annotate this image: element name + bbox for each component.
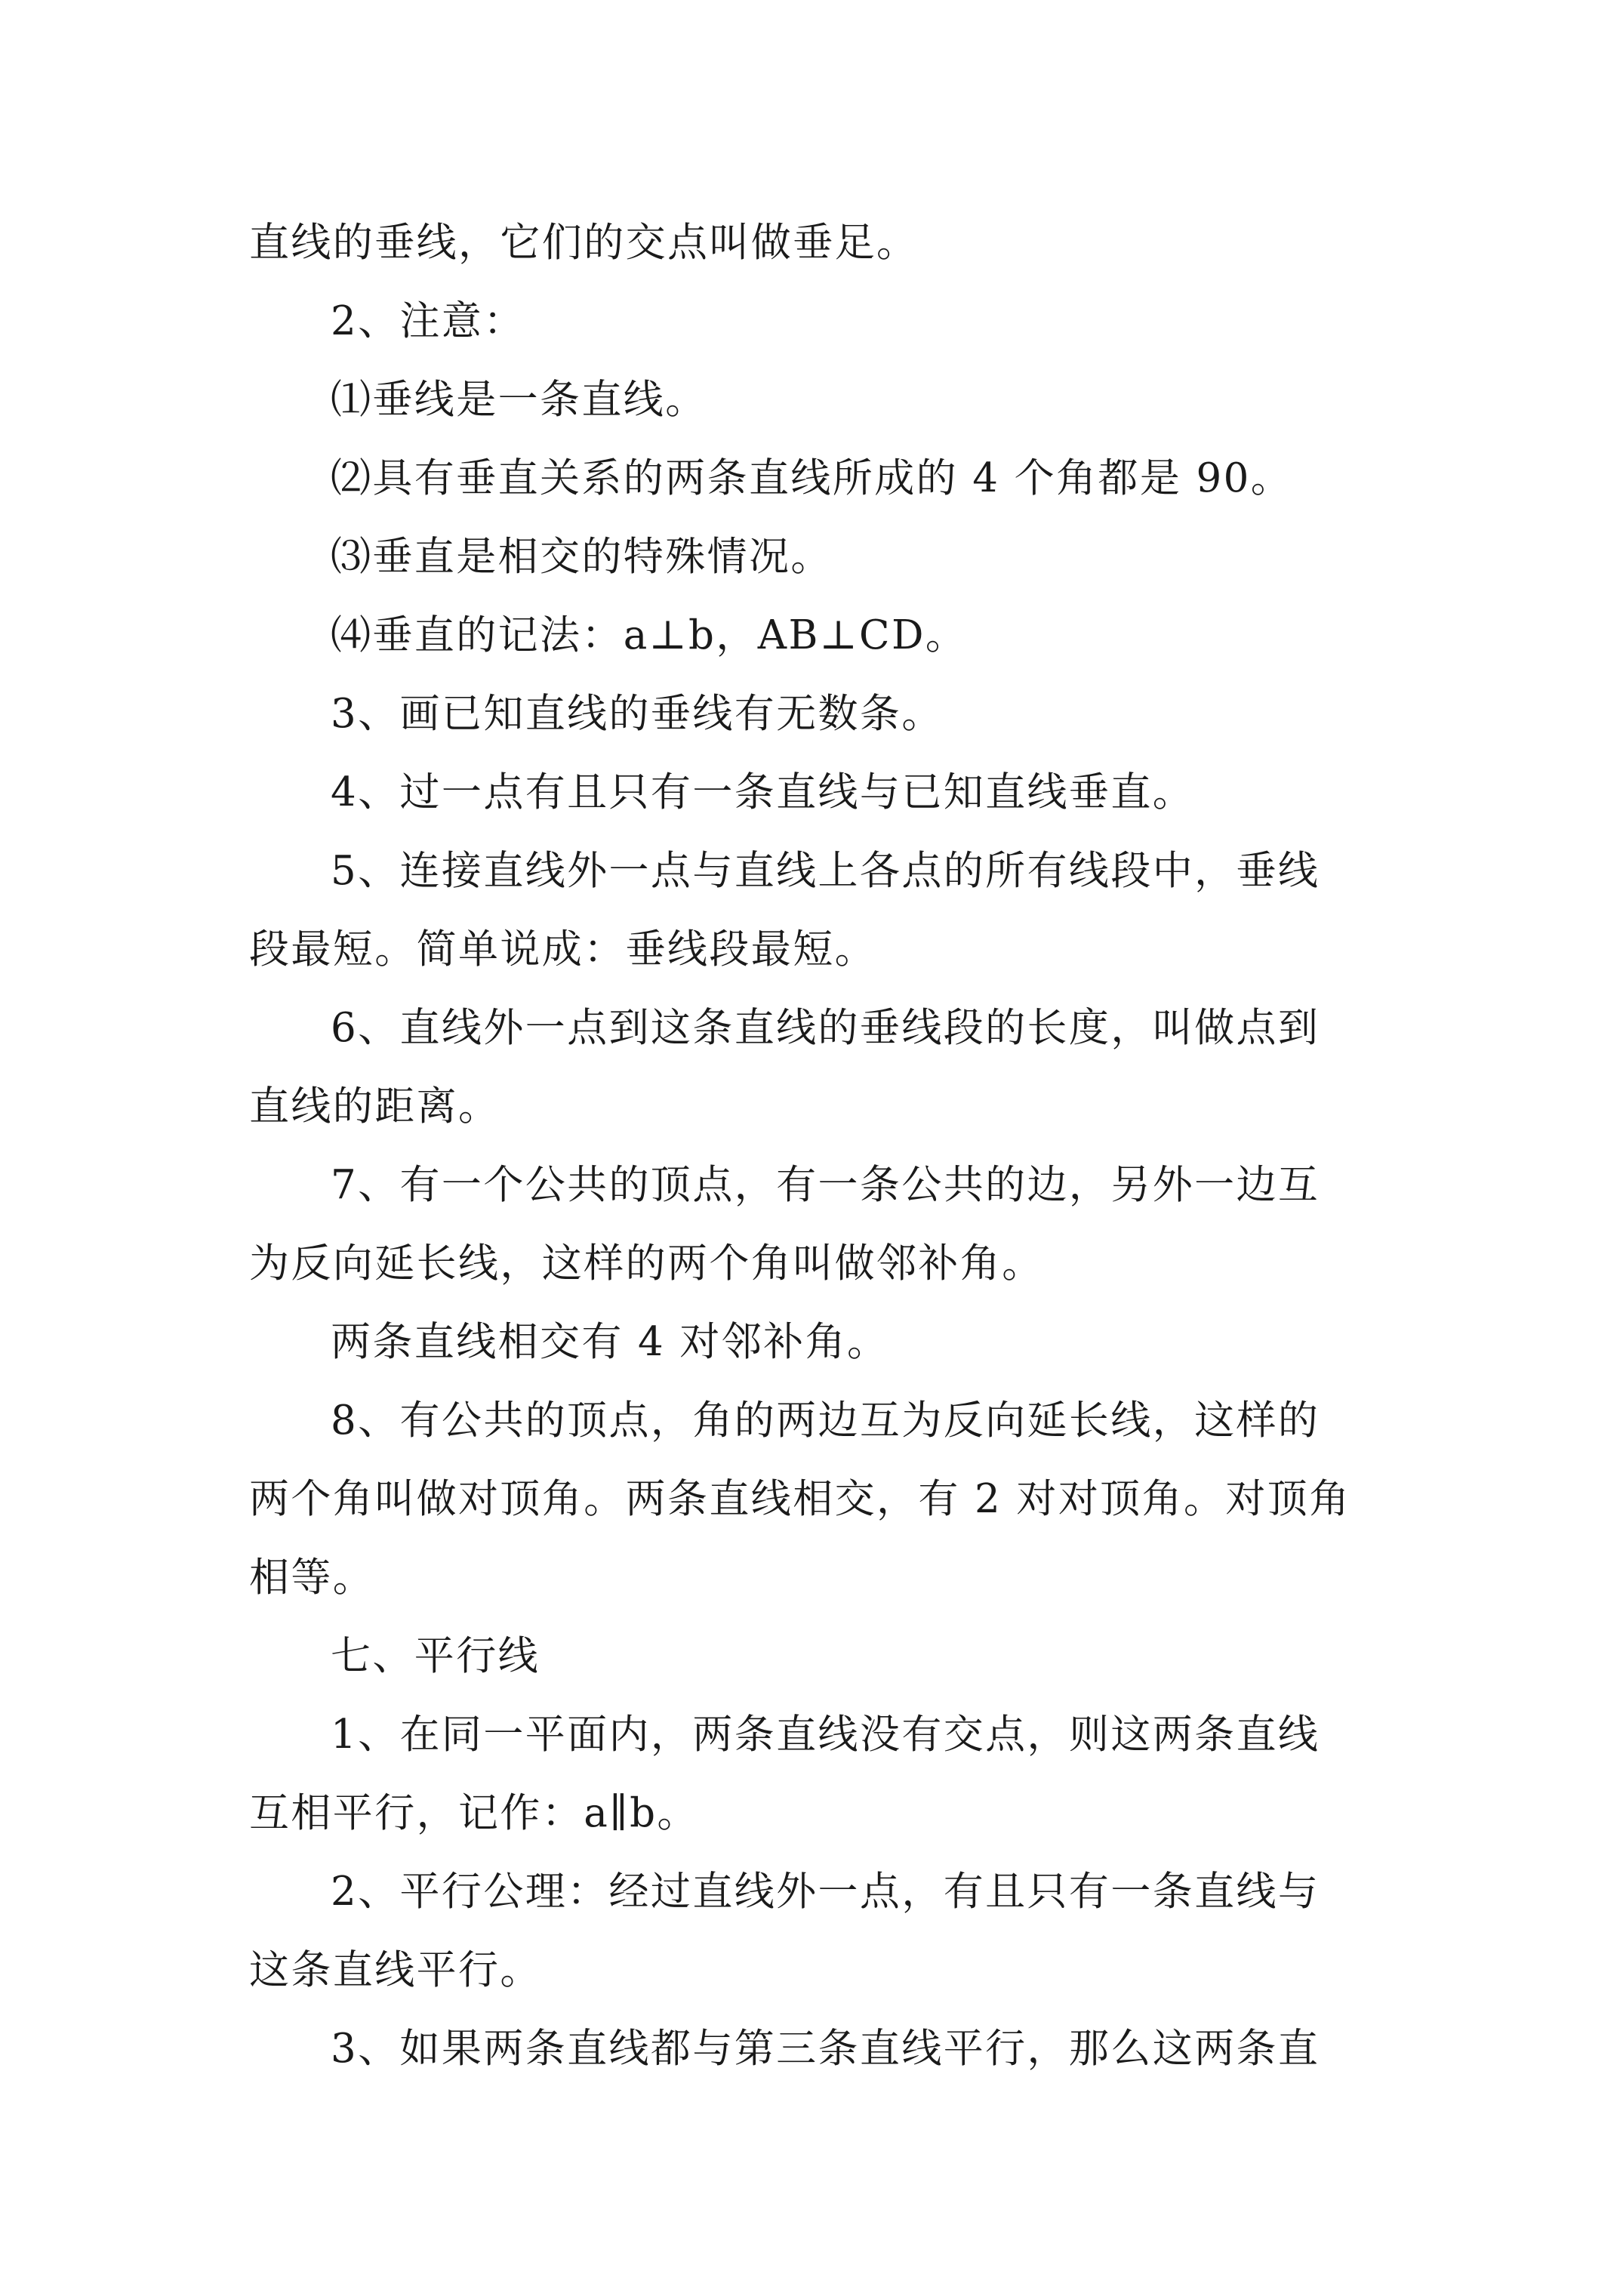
document-page	[249, 204, 1389, 2088]
text-line: 段最短。简单说成：垂线段最短。	[249, 926, 876, 972]
section-heading: 七、平行线	[331, 1633, 540, 1679]
text-line: 两条直线相交有 4 对邻补角。	[331, 1319, 889, 1365]
text-line: 1、在同一平面内，两条直线没有交点，则这两条直线	[331, 1712, 1320, 1758]
text-line: 6、直线外一点到这条直线的垂线段的长度，叫做点到	[331, 1005, 1320, 1051]
text-line: 直线的垂线，它们的交点叫做垂足。	[249, 220, 919, 266]
text-line: 3、如果两条直线都与第三条直线平行，那么这两条直	[331, 2026, 1320, 2072]
text-line: 相等。	[249, 1555, 375, 1601]
text-line: ⑶垂直是相交的特殊情况。	[331, 534, 833, 580]
text-line: 8、有公共的顶点，角的两边互为反向延长线，这样的	[331, 1398, 1320, 1444]
text-line: 两个角叫做对顶角。两条直线相交，有 2 对对顶角。对顶角	[249, 1476, 1351, 1522]
text-line: 直线的距离。	[249, 1083, 500, 1130]
text-line: 7、有一个公共的顶点，有一条公共的边，另外一边互	[331, 1162, 1320, 1208]
text-line: ⑴垂线是一条直线。	[331, 377, 707, 423]
text-line: 4、过一点有且只有一条直线与已知直线垂直。	[331, 769, 1195, 815]
text-line: ⑵具有垂直关系的两条直线所成的 4 个角都是 90。	[331, 455, 1293, 501]
text-line: 2、注意：	[331, 298, 525, 344]
text-line: 5、连接直线外一点与直线上各点的所有线段中，垂线	[331, 848, 1320, 894]
text-line: ⑷垂直的记法：a⊥b，AB⊥CD。	[331, 612, 968, 658]
text-line: 为反向延长线，这样的两个角叫做邻补角。	[249, 1240, 1044, 1287]
text-line: 3、画已知直线的垂线有无数条。	[331, 691, 944, 737]
text-line: 这条直线平行。	[249, 1947, 542, 1993]
text-line: 互相平行，记作：a∥b。	[249, 1790, 699, 1836]
text-line: 2、平行公理：经过直线外一点，有且只有一条直线与	[331, 1869, 1320, 1915]
